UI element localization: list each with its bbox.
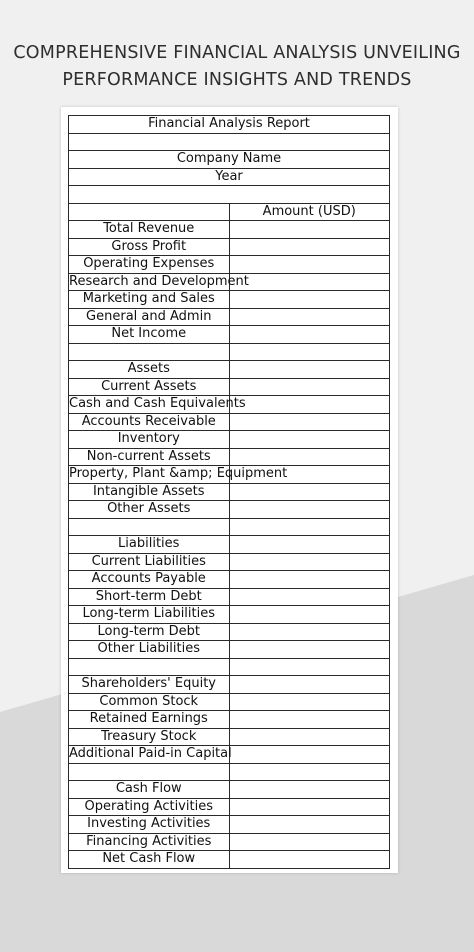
table-row xyxy=(69,746,390,764)
amount-cell[interactable] xyxy=(229,606,390,624)
page-title xyxy=(0,40,474,94)
row-label: Marketing and Sales xyxy=(69,291,230,309)
row-label xyxy=(69,518,230,536)
page-title-line-1: COMPREHENSIVE FINANCIAL ANALYSIS UNVEILING xyxy=(13,43,461,63)
table-row xyxy=(69,571,390,589)
amount-cell[interactable] xyxy=(229,641,390,659)
table-row xyxy=(69,378,390,396)
table-row xyxy=(69,291,390,309)
company-name: Company Name xyxy=(69,151,390,169)
row-label: Long-term Debt xyxy=(69,623,230,641)
report-title-row xyxy=(69,116,390,134)
amount-cell[interactable] xyxy=(229,658,390,676)
row-label: Non-current Assets xyxy=(69,448,230,466)
year-row xyxy=(69,168,390,186)
label-header-cell xyxy=(69,203,230,221)
amount-cell[interactable] xyxy=(229,343,390,361)
amount-cell[interactable] xyxy=(229,221,390,239)
row-label xyxy=(69,763,230,781)
row-label: Net Cash Flow xyxy=(69,851,230,869)
year-label: Year xyxy=(69,168,390,186)
blank-row xyxy=(69,343,390,361)
blank-row xyxy=(69,133,390,151)
row-label: Current Liabilities xyxy=(69,553,230,571)
amount-cell[interactable] xyxy=(229,378,390,396)
row-label xyxy=(69,658,230,676)
row-label: Other Assets xyxy=(69,501,230,519)
table-row xyxy=(69,623,390,641)
row-label: Cash and Cash Equivalents xyxy=(69,396,246,412)
table-row xyxy=(69,798,390,816)
row-label: Net Income xyxy=(69,326,230,344)
table-row xyxy=(69,588,390,606)
table-row xyxy=(69,273,390,291)
table-row xyxy=(69,308,390,326)
row-label: Accounts Receivable xyxy=(69,413,230,431)
blank-row xyxy=(69,186,390,204)
table-row xyxy=(69,238,390,256)
row-label: Shareholders' Equity xyxy=(69,676,230,694)
table-row xyxy=(69,641,390,659)
row-label: Inventory xyxy=(69,431,230,449)
table-row xyxy=(69,711,390,729)
blank-cell xyxy=(69,133,390,151)
table-row xyxy=(69,466,390,484)
amount-cell[interactable] xyxy=(229,728,390,746)
amount-cell[interactable] xyxy=(229,693,390,711)
amount-cell[interactable] xyxy=(229,746,390,764)
amount-cell[interactable] xyxy=(229,536,390,554)
blank-cell xyxy=(69,186,390,204)
row-label: Investing Activities xyxy=(69,816,230,834)
amount-cell[interactable] xyxy=(229,483,390,501)
table-row xyxy=(69,256,390,274)
row-label xyxy=(69,343,230,361)
blank-row xyxy=(69,763,390,781)
header-row xyxy=(69,203,390,221)
amount-header: Amount (USD) xyxy=(229,203,390,221)
row-label: Liabilities xyxy=(69,536,230,554)
table-row xyxy=(69,851,390,869)
report-title: Financial Analysis Report xyxy=(69,116,390,134)
row-label: Additional Paid-in Capital xyxy=(69,746,232,762)
row-label: Operating Expenses xyxy=(69,256,230,274)
row-label: General and Admin xyxy=(69,308,230,326)
row-label: Intangible Assets xyxy=(69,483,230,501)
row-label: Current Assets xyxy=(69,378,230,396)
amount-cell[interactable] xyxy=(229,571,390,589)
table-row xyxy=(69,676,390,694)
amount-cell[interactable] xyxy=(229,291,390,309)
amount-cell[interactable] xyxy=(229,816,390,834)
amount-cell[interactable] xyxy=(229,763,390,781)
table-row xyxy=(69,728,390,746)
report-sheet xyxy=(61,107,398,873)
amount-cell[interactable] xyxy=(229,518,390,536)
amount-cell[interactable] xyxy=(229,448,390,466)
amount-cell[interactable] xyxy=(229,781,390,799)
row-label: Financing Activities xyxy=(69,833,230,851)
page-title-line-2: PERFORMANCE INSIGHTS AND TRENDS xyxy=(62,70,412,90)
row-label: Gross Profit xyxy=(69,238,230,256)
table-row xyxy=(69,606,390,624)
blank-row xyxy=(69,518,390,536)
table-row xyxy=(69,396,390,414)
table-row xyxy=(69,221,390,239)
table-row xyxy=(69,693,390,711)
company-row xyxy=(69,151,390,169)
table-row xyxy=(69,431,390,449)
amount-cell[interactable] xyxy=(229,238,390,256)
row-label: Cash Flow xyxy=(69,781,230,799)
amount-cell[interactable] xyxy=(229,588,390,606)
row-label: Total Revenue xyxy=(69,221,230,239)
row-label: Treasury Stock xyxy=(69,728,230,746)
amount-cell[interactable] xyxy=(229,501,390,519)
amount-cell[interactable] xyxy=(229,256,390,274)
amount-cell[interactable] xyxy=(229,431,390,449)
row-label: Common Stock xyxy=(69,693,230,711)
amount-cell[interactable] xyxy=(229,413,390,431)
row-label: Property, Plant &amp; Equipment xyxy=(69,466,288,482)
row-label: Long-term Liabilities xyxy=(69,606,230,624)
table-row xyxy=(69,501,390,519)
amount-cell[interactable] xyxy=(229,798,390,816)
row-label: Short-term Debt xyxy=(69,588,230,606)
table-row xyxy=(69,413,390,431)
row-label: Retained Earnings xyxy=(69,711,230,729)
financial-report-table xyxy=(68,115,390,869)
row-label: Operating Activities xyxy=(69,798,230,816)
amount-cell[interactable] xyxy=(229,833,390,851)
amount-cell[interactable] xyxy=(229,273,390,291)
amount-cell[interactable] xyxy=(229,623,390,641)
amount-cell[interactable] xyxy=(229,396,390,414)
amount-cell[interactable] xyxy=(229,711,390,729)
row-label: Other Liabilities xyxy=(69,641,230,659)
blank-row xyxy=(69,658,390,676)
amount-cell[interactable] xyxy=(229,676,390,694)
row-label: Assets xyxy=(69,361,230,379)
table-row xyxy=(69,361,390,379)
row-label: Research and Development xyxy=(69,273,249,289)
amount-cell[interactable] xyxy=(229,553,390,571)
amount-cell[interactable] xyxy=(229,851,390,869)
table-row xyxy=(69,833,390,851)
amount-cell[interactable] xyxy=(229,361,390,379)
table-row xyxy=(69,781,390,799)
table-row xyxy=(69,448,390,466)
table-row xyxy=(69,536,390,554)
table-row xyxy=(69,553,390,571)
table-row xyxy=(69,483,390,501)
row-label: Accounts Payable xyxy=(69,571,230,589)
table-row xyxy=(69,326,390,344)
amount-cell[interactable] xyxy=(229,308,390,326)
amount-cell[interactable] xyxy=(229,326,390,344)
table-row xyxy=(69,816,390,834)
